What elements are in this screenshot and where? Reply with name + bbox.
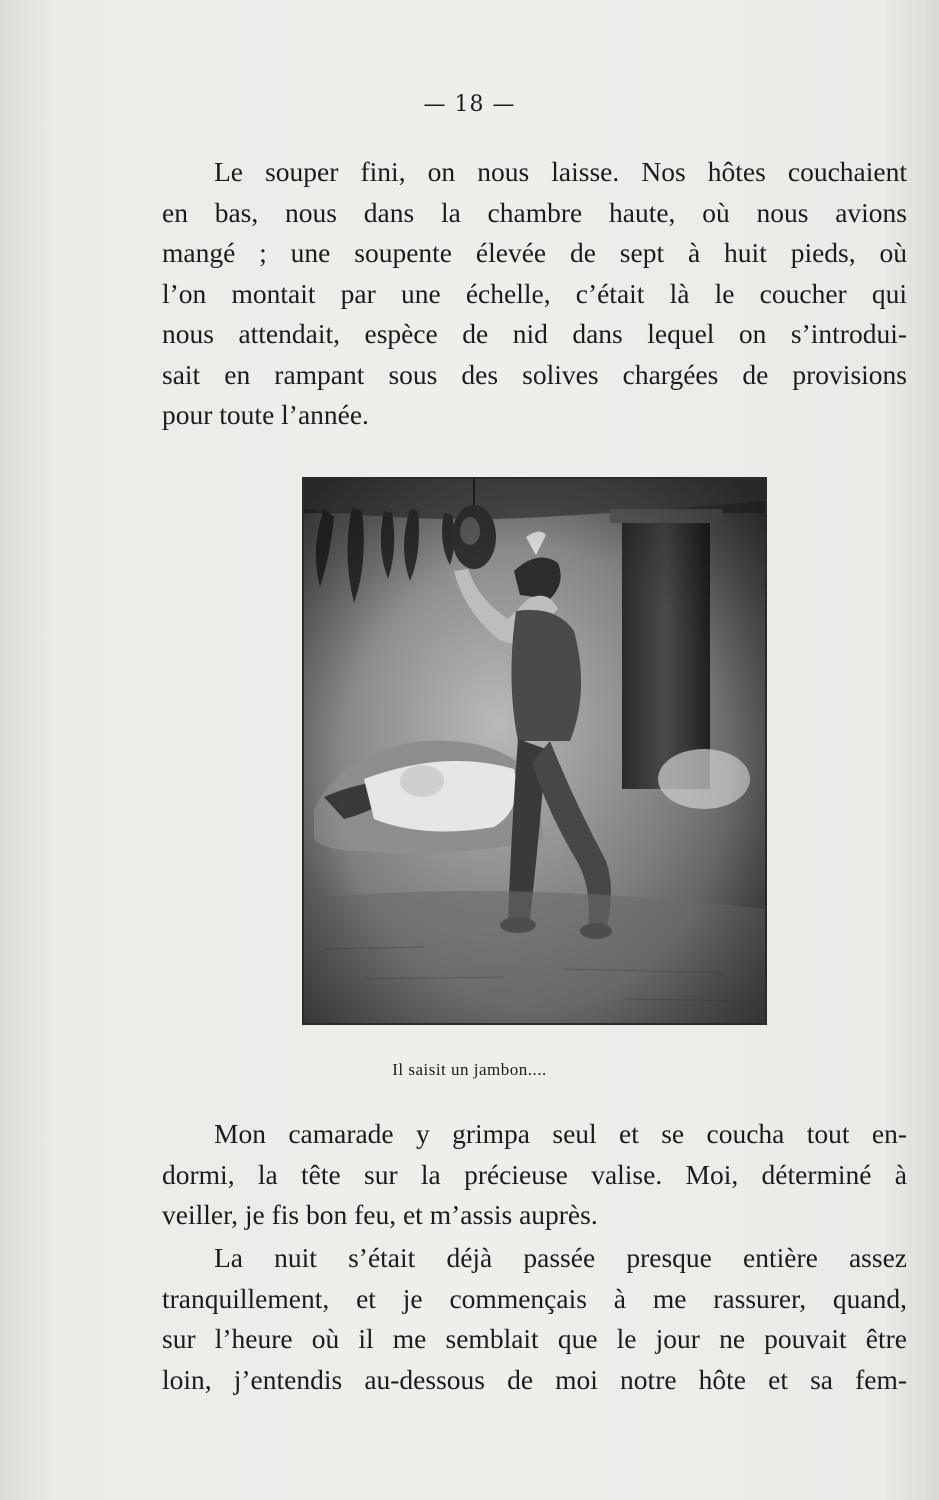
text-line: sait en rampant sous des solives chargées de provisions [162, 358, 907, 390]
paragraph-3 [162, 1238, 907, 1400]
text-line: l’on montait par une échelle, c’était là le coucher qui [162, 277, 907, 309]
illustration-caption: Il saisit un jambon.... [392, 1060, 547, 1079]
engraving-illustration [304, 479, 765, 1023]
text-line: tranquillement, et je commençais à me rassurer, quand, [162, 1282, 907, 1314]
text-line: mangé ; une soupente élevée de sept à huit pieds, où [162, 237, 907, 268]
vignette [304, 479, 765, 1023]
text-line: veiller, je fis bon feu, et m’assis auprès. [162, 1199, 598, 1230]
text-line: pour toute l’année. [162, 399, 369, 430]
paragraph-1 [162, 152, 907, 436]
text-line: dormi, la tête sur la précieuse valise. Moi, déterminé à [162, 1158, 907, 1190]
text-line: Mon camarade y grimpa seul et se coucha tout en- [214, 1118, 907, 1149]
text-line: en bas, nous dans la chambre haute, où nous avions [162, 196, 907, 228]
illustration-plate [302, 477, 767, 1025]
text-line: La nuit s’était déjà passée presque entière assez [214, 1242, 907, 1273]
text-line: nous attendait, espèce de nid dans lequel on s’introdui- [162, 318, 907, 349]
paragraph-2 [162, 1114, 907, 1236]
page-number: — 18 — [423, 92, 516, 117]
text-line: sur l’heure où il me semblait que le jour ne pouvait être [162, 1323, 907, 1354]
text-line: loin, j’entendis au-dessous de moi notre hôte et sa fem- [162, 1363, 907, 1395]
text-line: Le souper fini, on nous laisse. Nos hôtes couchaient [214, 156, 907, 187]
